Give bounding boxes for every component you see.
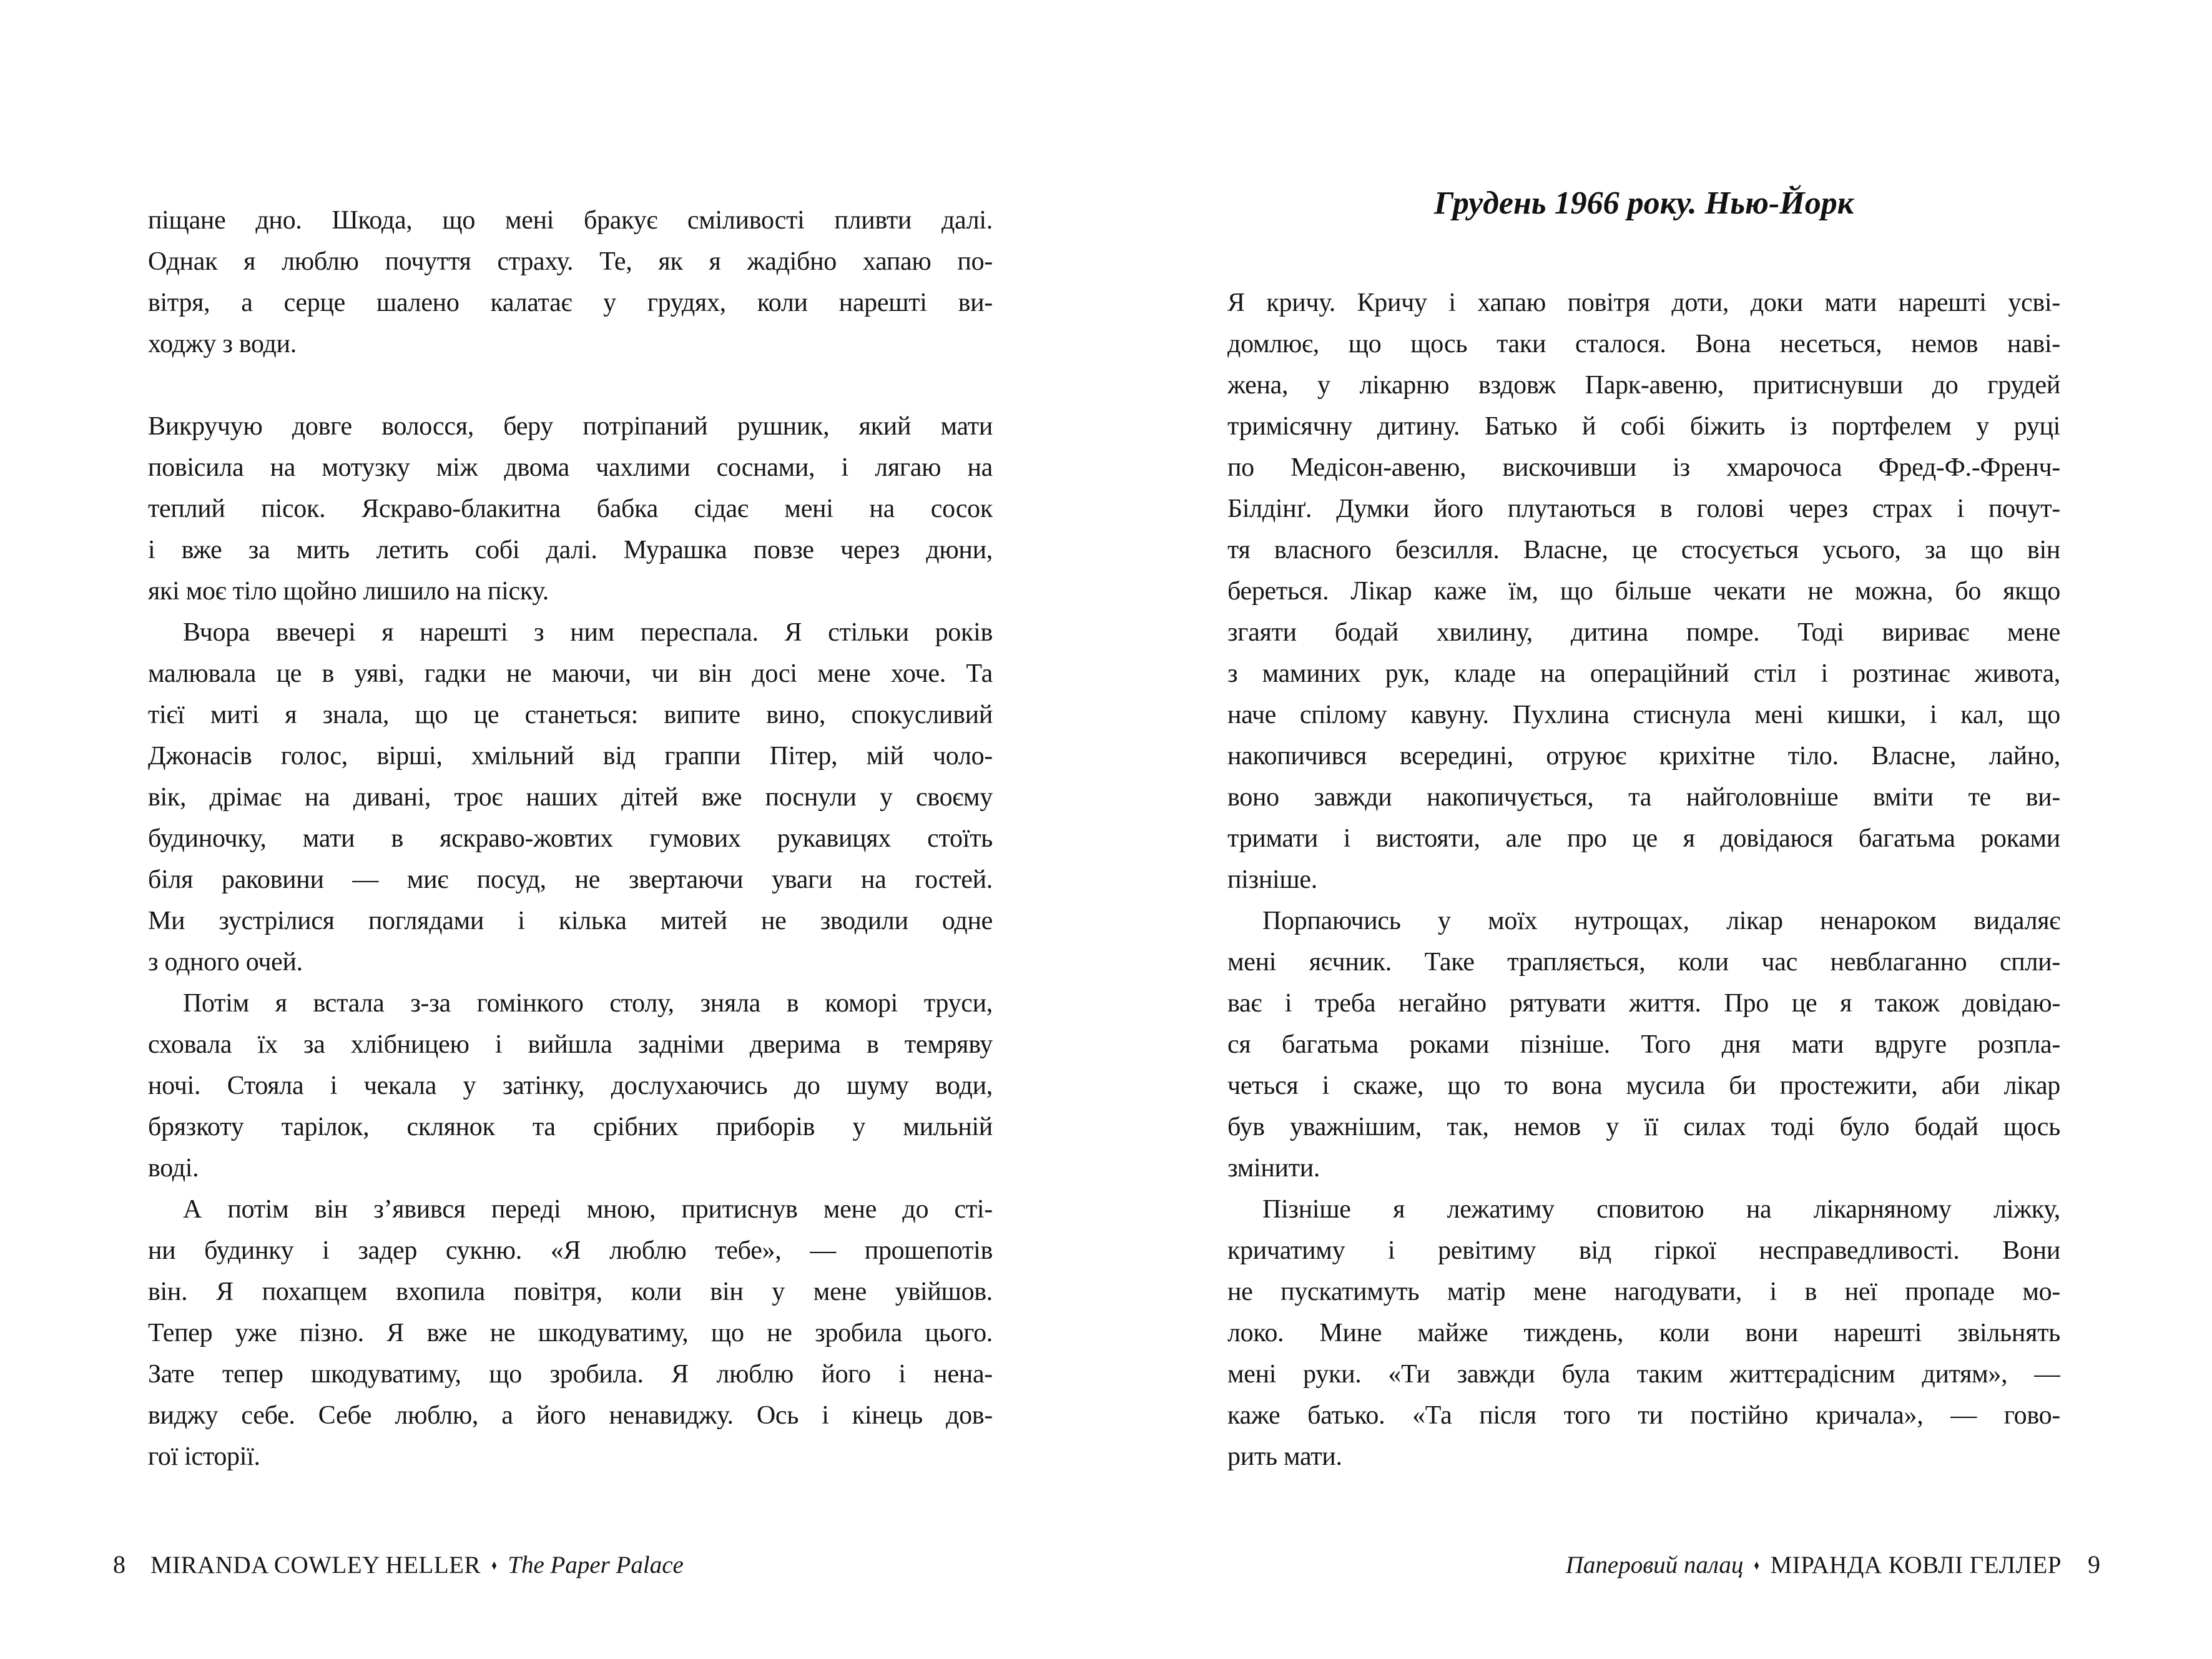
text-line: мені яєчник. Таке трапляється, коли час невблаганно спли- [1227, 948, 2060, 977]
text-line: сховала їх за хлібницею і вийшла задніми дверима в темряву [148, 1030, 993, 1059]
text-line: ся багатьма роками пізніше. Того дня мати вдруге розпла- [1227, 1030, 2060, 1059]
text-line: Ми зустрілися поглядами і кілька митей не зводили одне [148, 907, 993, 935]
text-line: брязкоту тарілок, склянок та срібних приборів у мильній [148, 1113, 993, 1141]
text-line: з маминих рук, кладе на операційний стіл і розтинає живота, [1227, 659, 2060, 688]
text-line: тримати і вистояти, але про це я довідаюся багатьма роками [1227, 824, 2060, 853]
text-line: Джонасів голос, вірші, хмільний від граппи Пітер, мій чоло- [148, 742, 993, 770]
paragraph [148, 1189, 993, 1477]
text-line: Викручую довге волосся, беру потріпаний рушник, який мати [148, 412, 993, 441]
text-line: рить мати. [1227, 1442, 1342, 1471]
text-line: не пускатимуть матір мене нагодувати, і в неї пропаде мо- [1227, 1277, 2060, 1306]
text-line: тя власного безсилля. Власне, це стосується усього, за що він [1227, 536, 2060, 564]
paragraph [1227, 282, 2060, 900]
text-line: ночі. Стояла і чекала у затінку, дослухаючись до шуму води, [148, 1071, 993, 1100]
text-line: Однак я люблю почуття страху. Те, як я жадібно хапаю по- [148, 247, 993, 276]
right-page-text-column [1227, 282, 2060, 1477]
right-page-footer [1566, 1550, 2100, 1580]
text-line: і вже за мить летить собі далі. Мурашка повзе через дюни, [148, 536, 993, 564]
text-line: каже батько. «Та після того ти постійно кричала», — гово- [1227, 1401, 2060, 1430]
left-page-text-column [148, 200, 993, 1477]
text-line: гої історії. [148, 1442, 260, 1471]
text-line: піщане дно. Шкода, що мені бракує сміливості пливти далі. [148, 206, 993, 235]
text-line: четься і скаже, що то вона мусила би простежити, аби лікар [1227, 1071, 2060, 1100]
text-line: вітря, а серце шалено калатає у грудях, коли нарешті ви- [148, 288, 993, 317]
text-line: Зате тепер шкодуватиму, що зробила. Я люблю його і нена- [148, 1360, 993, 1389]
paragraph [148, 983, 993, 1189]
paragraph [1227, 1189, 2060, 1477]
text-line: пізніше. [1227, 865, 1317, 894]
text-line: локо. Мине майже тиждень, коли вони нарешті звільнять [1227, 1319, 2060, 1347]
text-line: наче спілому кавуну. Пухлина стиснула мені кишки, і кал, що [1227, 701, 2060, 729]
text-line: тримісячну дитину. Батько й собі біжить із портфелем у руці [1227, 412, 2060, 441]
text-line: які моє тіло щойно лишило на піску. [148, 577, 549, 606]
text-line: кричатиму і ревітиму від гіркої несправедливості. Вони [1227, 1236, 2060, 1265]
left-page-footer [113, 1550, 684, 1580]
text-line: з одного очей. [148, 948, 303, 977]
right-page-number: 9 [2088, 1550, 2100, 1578]
text-line: вік, дрімає на дивані, троє наших дітей вже поснули у своєму [148, 783, 993, 812]
text-line: повісила на мотузку між двома чахлими соснами, і лягаю на [148, 453, 993, 482]
text-line: А потім він з’явився переді мною, притиснув мене до сті- [183, 1195, 993, 1224]
text-line: ходжу з води. [148, 330, 297, 358]
text-line: виджу себе. Себе люблю, а його ненавиджу. Ось і кінець дов- [148, 1401, 993, 1430]
text-line: згаяти бодай хвилину, дитина помре. Тоді вириває мене [1227, 618, 2060, 647]
text-line: по Медісон-авеню, вискочивши із хмарочоса Фред-Ф.-Френч- [1227, 453, 2060, 482]
paragraph [1227, 900, 2060, 1189]
left-footer-author: MIRANDA COWLEY HELLER [150, 1552, 481, 1578]
text-line: береться. Лікар каже їм, що більше чекати не можна, бо якщо [1227, 577, 2060, 606]
text-line: Вчора ввечері я нарешті з ним переспала. Я стільки років [183, 618, 993, 647]
diamond-separator-icon: ♦ [491, 1557, 497, 1573]
paragraph [148, 612, 993, 983]
text-line: тієї миті я знала, що це станеться: випите вино, спокусливий [148, 701, 993, 729]
left-page-number: 8 [113, 1550, 125, 1578]
text-line: мені руки. «Ти завжди була таким життєрадісним дитям», — [1227, 1360, 2060, 1389]
text-line: малювала це в уяві, гадки не маючи, чи він досі мене хоче. Та [148, 659, 993, 688]
text-line: Пізніше я лежатиму сповитою на лікарняному ліжку, [1262, 1195, 2060, 1224]
right-footer-author: МІРАНДА КОВЛІ ГЕЛЛЕР [1770, 1552, 2062, 1578]
text-line: ває і треба негайно рятувати життя. Про це я також довідаю- [1227, 989, 2060, 1018]
text-line: біля раковини — миє посуд, не звертаючи уваги на гостей. [148, 865, 993, 894]
text-line: воно завжди накопичується, та найголовніше вміти те ви- [1227, 783, 2060, 812]
diamond-separator-icon: ♦ [1754, 1557, 1760, 1573]
text-line: Білдінґ. Думки його плутаються в голові через страх і почут- [1227, 495, 2060, 523]
text-line: Тепер уже пізно. Я вже не шкодуватиму, що не зробила цього. [148, 1319, 993, 1347]
text-line: він. Я похапцем вхопила повітря, коли він у мене увійшов. [148, 1277, 993, 1306]
left-footer-book-title: The Paper Palace [508, 1552, 684, 1578]
right-footer-book-title: Паперовий палац [1565, 1552, 1744, 1578]
text-line: Потім я встала з-за гомінкого столу, зняла в коморі труси, [183, 989, 993, 1018]
text-line: теплий пісок. Яскраво-блакитна бабка сідає мені на сосок [148, 495, 993, 523]
text-line: будиночку, мати в яскраво-жовтих гумових рукавицях стоїть [148, 824, 993, 853]
text-line: Порпаючись у моїх нутрощах, лікар ненароком видаляє [1262, 907, 2060, 935]
text-line: накопичився всередині, отруює крихітне тіло. Власне, лайно, [1227, 742, 2060, 770]
text-line: ни будинку і задер сукню. «Я люблю тебе», — прошепотів [148, 1236, 993, 1265]
text-line: воді. [148, 1154, 199, 1183]
text-line: жена, у лікарню вздовж Парк-авеню, притиснувши до грудей [1227, 371, 2060, 400]
text-line: змінити. [1227, 1154, 1320, 1183]
text-line: Я кричу. Кричу і хапаю повітря доти, доки мати нарешті усві- [1227, 288, 2060, 317]
paragraph [148, 406, 993, 612]
text-line: домлює, що щось таки сталося. Вона несеться, немов наві- [1227, 330, 2060, 358]
chapter-heading: Грудень 1966 року. Нью-Йорк [1433, 185, 1854, 221]
text-line: був уважнішим, так, немов у її силах тоді було бодай щось [1227, 1113, 2060, 1141]
paragraph [148, 200, 993, 365]
